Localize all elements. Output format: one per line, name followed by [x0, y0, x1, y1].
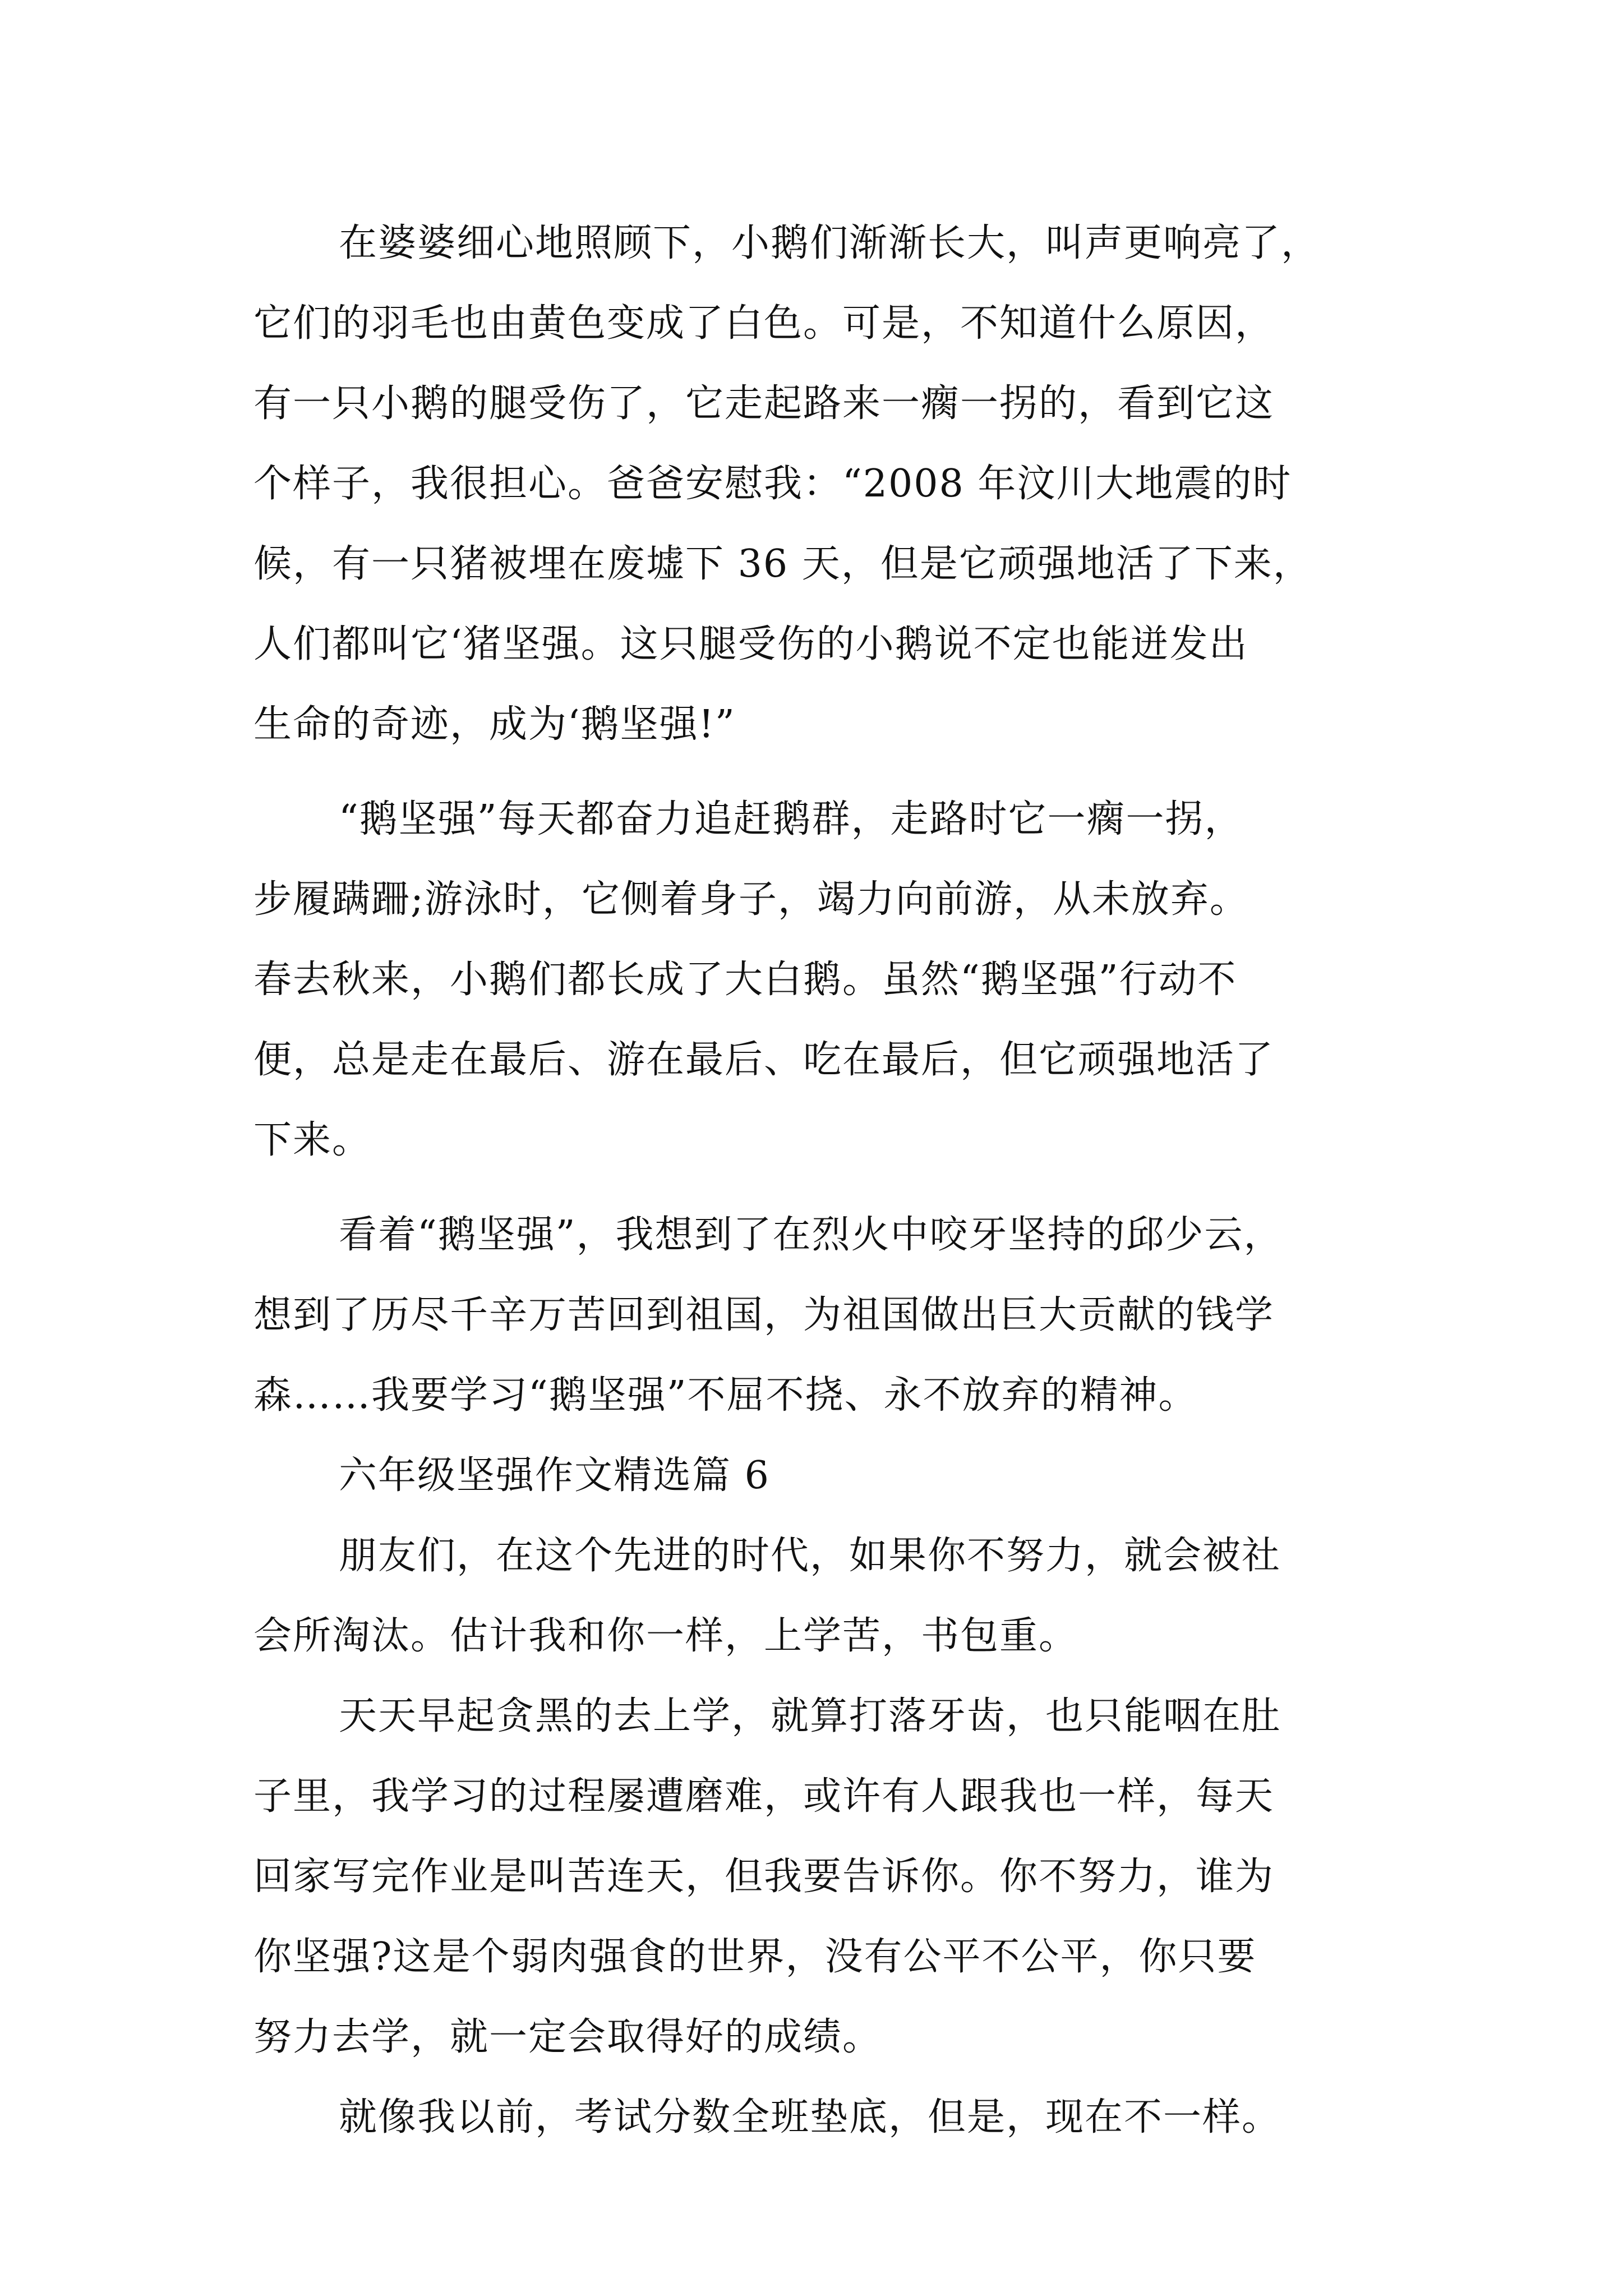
paragraph-line: 子里，我学习的过程屡遭磨难，或许有人跟我也一样，每天	[253, 1774, 1275, 1819]
paragraph-line: 生命的奇迹，成为‘鹅坚强!”	[253, 702, 736, 747]
paragraph	[253, 1516, 1398, 1676]
paragraph-line: 它们的羽毛也由黄色变成了白色。可是，不知道什么原因，	[253, 301, 1275, 346]
paragraph-line: 下来。	[253, 1118, 372, 1162]
paragraph-line: 在婆婆细心地照顾下，小鹅们渐渐长大，叫声更响亮了，	[339, 221, 1321, 265]
paragraph	[253, 203, 1398, 765]
paragraph-line: 个样子，我很担心。爸爸安慰我：“2008 年汶川大地震的时	[253, 462, 1292, 506]
paragraph-line: 努力去学，就一定会取得好的成绩。	[253, 2015, 882, 2059]
paragraph-line: 就像我以前，考试分数全班垫底，但是，现在不一样。	[339, 2095, 1281, 2139]
paragraph	[253, 2077, 1398, 2157]
paragraph-line: 朋友们，在这个先进的时代，如果你不努力，就会被社	[339, 1534, 1281, 1578]
paragraph-line: 你坚强?这是个弱肉强食的世界，没有公平不公平，你只要	[253, 1935, 1257, 1979]
section-heading	[253, 1435, 1398, 1516]
paragraph	[253, 1195, 1398, 1435]
paragraph-line: 天天早起贪黑的去上学，就算打落牙齿，也只能咽在肚	[339, 1694, 1281, 1738]
paragraph-line: 想到了历尽千辛万苦回到祖国，为祖国做出巨大贡献的钱学	[253, 1293, 1275, 1337]
paragraph-line: 人们都叫它‘猪坚强。这只腿受伤的小鹅说不定也能迸发出	[253, 622, 1248, 666]
paragraph-line: 回家写完作业是叫苦连天，但我要告诉你。你不努力，谁为	[253, 1855, 1275, 1899]
paragraph-line: 看着“鹅坚强”，我想到了在烈火中咬牙坚持的邱少云，	[339, 1213, 1283, 1257]
paragraph-line: “鹅坚强”每天都奋力追赶鹅群，走路时它一瘸一拐，	[339, 797, 1244, 841]
paragraph-line: 春去秋来，小鹅们都长成了大白鹅。虽然“鹅坚强”行动不	[253, 958, 1237, 1002]
paragraph-line: 会所淘汰。估计我和你一样，上学苦，书包重。	[253, 1614, 1078, 1658]
section-heading-text: 六年级坚强作文精选篇 6	[339, 1453, 770, 1498]
paragraph-line: 步履蹒跚;游泳时，它侧着身子，竭力向前游，从未放弃。	[253, 877, 1249, 922]
paragraph	[253, 1676, 1398, 2077]
essay-body	[253, 203, 1398, 2157]
paragraph	[253, 779, 1398, 1180]
paragraph-line: 候，有一只猪被埋在废墟下 36 天，但是它顽强地活了下来，	[253, 542, 1312, 586]
paragraph-line: 森……我要学习“鹅坚强”不屈不挠、永不放弃的精神。	[253, 1373, 1198, 1418]
paragraph-line: 便，总是走在最后、游在最后、吃在最后，但它顽强地活了	[253, 1038, 1275, 1082]
paragraph-line: 有一只小鹅的腿受伤了，它走起路来一瘸一拐的，看到它这	[253, 381, 1275, 426]
